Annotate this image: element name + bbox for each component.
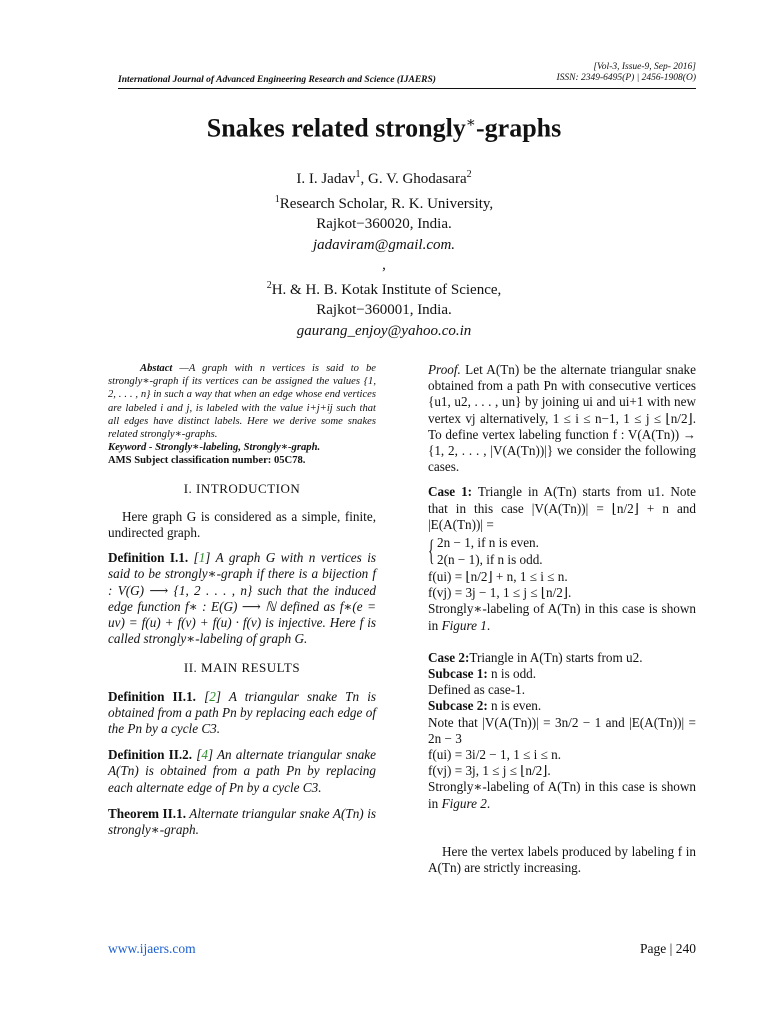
author-2: , G. V. Ghodasara [360, 171, 467, 187]
def-i-1-head: Definition I.1. [108, 550, 189, 566]
definition-i-1 [108, 550, 376, 647]
author-1: I. I. Jadav [296, 171, 356, 187]
subcase-2-note: Note that |V(A(Tn))| = 3n/2 − 1 and |E(A(Tn))| = 2n − 3 [428, 714, 696, 746]
abstract-head: Abstact [140, 363, 173, 374]
running-header [118, 62, 696, 84]
issn-line: ISSN: 2349-6495(P) | 2456-1908(O) [556, 73, 696, 83]
author-block [0, 165, 768, 341]
def-i-1-body: A graph G with n vertices is said to be strongly∗-graph if there is a bijection f : V(G) ⟶ {1, 2 . . . , n} such that the induced edge function f∗ : E(G) ⟶ ℕ defined as f∗(e = uv) = f(u) + f(v) + f(u) · f(v) is injective. Here f is called strongly∗-labeling of graph G. [108, 550, 376, 647]
proof-text: Let A(Tn) be the alternate triangular snake obtained from a path Pn with consecutive vertices {u1, u2, . . . , un} by joining ui and ui+1 with new vertex vj alternatively, 1 ≤ i ≤ n−1, 1 ≤ j ≤ ⌊n/2⌋. To define vertex labeling function f : V(A(Tn)) → {1, 2, . . . , |V(A(Tn))|} we consider the following cases. [428, 362, 696, 475]
thm-ii-1-body: Alternate triangular snake A(Tn) is strongly∗-graph. [108, 805, 376, 838]
abstract [108, 362, 376, 441]
intro-paragraph: Here graph G is considered as a simple, finite, undirected graph. [108, 508, 376, 541]
journal-name: International Journal of Advanced Engineering Research and Science (IJAERS) [118, 75, 436, 85]
case-2 [428, 650, 696, 666]
def-ii-2-cite-wrap: [4] [196, 747, 214, 763]
aff2-line1: H. & H. B. Kotak Institute of Science, [271, 281, 502, 298]
case-2-dot: . [486, 795, 491, 811]
title-sup: ∗ [465, 115, 476, 131]
case-1-piecewise [428, 534, 696, 568]
definition-ii-2 [108, 747, 376, 796]
subcase-2 [428, 698, 696, 714]
citation-link[interactable]: 1 [198, 550, 206, 566]
spacer [428, 634, 696, 650]
case-2-shown-text: Strongly∗-labeling of A(Tn) in this case is shown in [428, 779, 696, 811]
thm-ii-1-head: Theorem II.1. [108, 805, 186, 821]
final-paragraph: Here the vertex labels produced by labeling f in A(Tn) are strictly increasing. [428, 843, 696, 876]
paper-title [0, 113, 768, 144]
author-2-sup: 2 [466, 169, 472, 180]
ams-classification: AMS Subject classification number: 05C78. [108, 455, 306, 467]
author-1-sup: 1 [355, 169, 361, 180]
issue-line: [Vol-3, Issue-9, Sep- 2016] [593, 62, 696, 72]
affiliation-2 [0, 276, 768, 301]
aff-separator: , [382, 257, 386, 273]
piece-odd: 2(n − 1), if n is odd. [437, 552, 543, 568]
def-ii-1-head: Definition II.1. [108, 688, 196, 704]
piece-even: 2n − 1, if n is even. [437, 535, 539, 551]
page-number: Page | 240 [640, 941, 696, 956]
proof-intro [428, 362, 696, 475]
author-names [0, 165, 768, 190]
header-rule [118, 88, 696, 89]
subcase-2-fv: f(vj) = 3j, 1 ≤ j ≤ ⌊n/2⌋. [428, 763, 551, 779]
title-tail: -graphs [476, 113, 562, 143]
aff1-line1: Research Scholar, R. K. University, [279, 195, 494, 212]
keywords: Keyword - Strongly∗-labeling, Strongly∗-graph. [108, 442, 321, 454]
affiliation-1 [0, 190, 768, 215]
citation-link[interactable]: 2 [209, 688, 216, 704]
journal-website-link[interactable]: www.ijaers.com [108, 941, 196, 956]
piecewise-body [437, 534, 543, 568]
case-1-fv: f(vj) = 3j − 1, 1 ≤ j ≤ ⌊n/2⌋. [428, 585, 572, 601]
aff1-line2: Rajkot−360020, India. [316, 216, 452, 232]
right-column [428, 362, 696, 885]
case-1-shown [428, 601, 696, 633]
spacer [428, 828, 696, 844]
brace-symbol: { [428, 534, 435, 568]
def-ii-1-body: A triangular snake Tn is obtained from a path Pn by replacing each edge of the Pn by a cycle C3. [108, 688, 376, 737]
case-1-dot: . [486, 617, 491, 633]
case-2-shown [428, 779, 696, 811]
case-1-body: Triangle in A(Tn) starts from u1. Note that in this case |V(A(Tn))| = ⌊n/2⌋ + n and |E(A(Tn))| = [428, 484, 696, 532]
case-2-head: Case 2: [428, 649, 470, 665]
case-1 [428, 484, 696, 533]
def-i-1-cite-wrap: [1] [193, 550, 211, 566]
aff2-line2: Rajkot−360001, India. [316, 302, 452, 318]
aff2-sup: 2 [266, 279, 272, 291]
case-1-head: Case 1: [428, 484, 473, 500]
spacer [428, 812, 696, 828]
figure-1-ref: Figure 1 [441, 617, 487, 633]
aff2-email[interactable]: gaurang_enjoy@yahoo.co.in [296, 322, 472, 339]
figure-2-ref: Figure 2 [441, 795, 487, 811]
subcase-1 [428, 666, 696, 682]
proof-label: Proof. [428, 362, 461, 377]
def-ii-2-body: An alternate triangular snake A(Tn) is obtained from a path Pn by replacing each alternate edge of Pn by a cycle C3. [108, 747, 376, 795]
subcase-2-body: n is even. [487, 698, 542, 714]
case-1-shown-text: Strongly∗-labeling of A(Tn) in this case is shown in [428, 601, 696, 633]
subcase-1-head: Subcase 1: [428, 666, 488, 682]
subcase-2-fu: f(ui) = 3i/2 − 1, 1 ≤ i ≤ n. [428, 747, 562, 763]
subcase-1-def: Defined as case-1. [428, 682, 526, 698]
case-1-fu: f(ui) = ⌊n/2⌋ + n, 1 ≤ i ≤ n. [428, 569, 568, 585]
abstract-text [108, 362, 376, 441]
title-main: Snakes related strongly [206, 113, 466, 143]
abstract-body: —A graph with n vertices is said to be strongly∗-graph if its vertices can be assigned the values {1, 2, . . . , n} in such a way that when an edge whose end vertices are labeled i and j, is labeled with the value i+j+ij such that all edges have distinct labels. Here we derive some snakes related strongly∗-graphs. [108, 363, 376, 441]
section-main-results: II. MAIN RESULTS [183, 660, 301, 676]
aff1-sup: 1 [274, 193, 280, 205]
citation-link[interactable]: 4 [201, 747, 208, 763]
case-2-body: Triangle in A(Tn) starts from u2. [469, 649, 643, 665]
theorem-ii-1 [108, 806, 376, 838]
definition-ii-1 [108, 689, 376, 738]
subcase-2-head: Subcase 2: [428, 698, 488, 714]
def-ii-2-head: Definition II.2. [108, 747, 193, 763]
def-ii-1-cite-wrap: [2] [204, 688, 221, 704]
left-column [108, 362, 376, 848]
subcase-1-body: n is odd. [487, 666, 537, 682]
section-introduction: I. INTRODUCTION [183, 480, 301, 496]
aff1-email[interactable]: jadaviram@gmail.com. [312, 236, 456, 253]
